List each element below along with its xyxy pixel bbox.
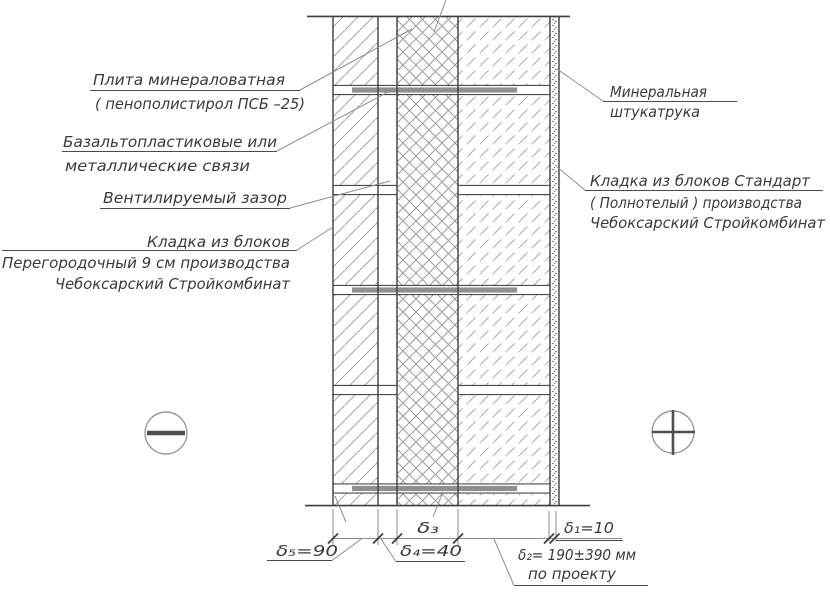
dim-d5: δ₅=90 (276, 542, 338, 560)
plaster-layer (550, 17, 559, 506)
label-partition-line2: Перегородочный 9 см производства (2, 254, 290, 272)
label-plaster-line2: штукатрука (610, 103, 700, 121)
dim-flag (494, 539, 514, 586)
tie-bar (352, 486, 517, 491)
dim-d3: δ₃ (417, 519, 439, 537)
label-plaster-line1: Минеральная (610, 83, 707, 101)
label-vent-gap: Вентилируемый зазор (103, 189, 288, 207)
label-standard-line3: Чебоксарский Стройкомбинат (590, 214, 826, 232)
dim-d4: δ₄=40 (400, 542, 462, 560)
labels-right (585, 83, 826, 232)
label-partition-line1: Кладка из блоков (147, 233, 290, 251)
label-standard-line1: Кладка из блоков Стандарт (590, 172, 811, 190)
joint-band (334, 385, 397, 394)
leader-plaster (557, 69, 603, 101)
dim-d2-line2: по проекту (528, 565, 618, 583)
label-standard-line2: ( Полнотелый ) производства (590, 194, 802, 212)
labels-left (2, 71, 305, 293)
plus-symbol (652, 410, 695, 455)
joint-band (459, 385, 550, 394)
tie-bar (352, 87, 517, 92)
wall-section (305, 16, 590, 505)
leader-standard-blocks (557, 167, 585, 190)
joint-band (459, 185, 550, 194)
label-ties-line2: металлические связи (65, 157, 250, 175)
minus-symbol (145, 412, 187, 454)
label-mineral-plate-line1: Плита минераловатная (93, 71, 285, 89)
dim-d1: δ₁=10 (564, 519, 614, 537)
label-ties-line1: Базальтопластиковые или (63, 133, 277, 151)
label-mineral-plate-line2: ( пенополистирол ПСБ –25) (95, 95, 305, 113)
dim-d2-line1: δ₂= 190±390 мм (518, 546, 636, 564)
label-partition-line3: Чебоксарский Стройкомбинат (55, 275, 291, 293)
leader-partition-blocks (297, 227, 333, 250)
tie-bar (352, 287, 517, 292)
